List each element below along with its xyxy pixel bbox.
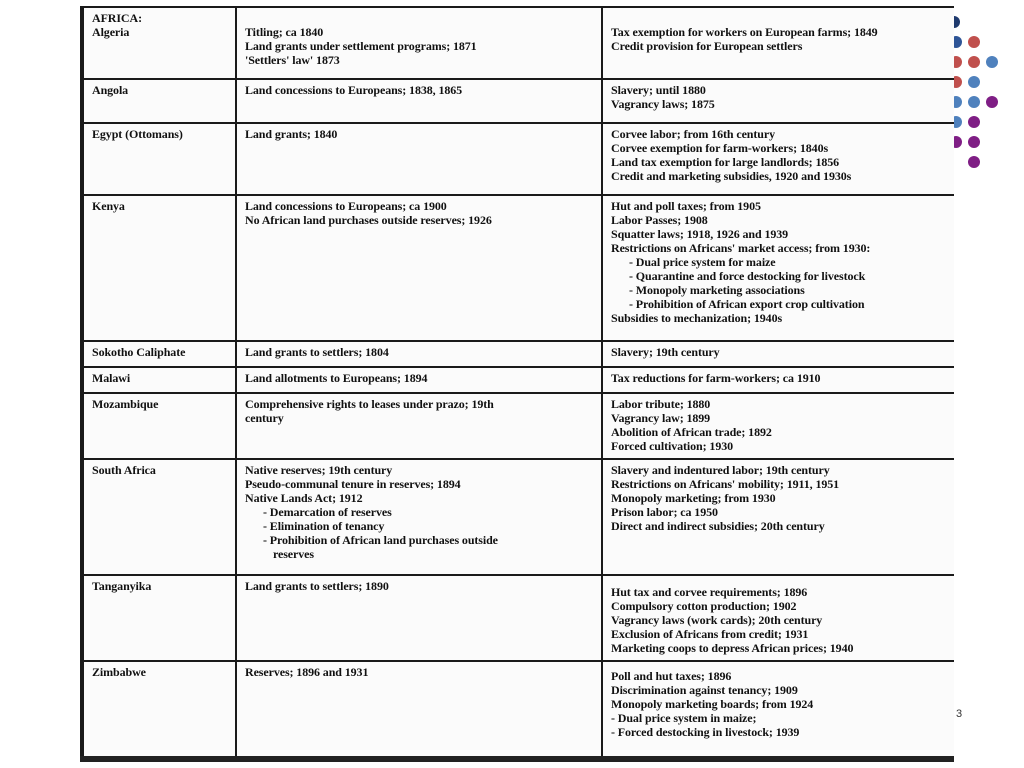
other-policy-cell	[602, 575, 954, 661]
other-policy-line: Direct and indirect subsidies; 20th century	[611, 519, 825, 533]
country-cell	[81, 575, 236, 661]
other-policy-line: Poll and hut taxes; 1896	[611, 669, 732, 683]
table-row	[81, 341, 954, 367]
country-name: Tanganyika	[92, 579, 152, 593]
land-policy-line: century	[245, 411, 284, 425]
country-name: Malawi	[92, 371, 131, 385]
land-policy-subline: - Elimination of tenancy	[263, 519, 385, 533]
dot-purple	[968, 156, 980, 168]
scanned-policy-table-image	[80, 6, 954, 762]
dot-red	[968, 56, 980, 68]
other-policy-line: - Forced destocking in livestock; 1939	[611, 725, 800, 739]
land-policy-line: Land grants; 1840	[245, 127, 338, 141]
land-policy-cell	[236, 341, 602, 367]
land-policy-cell	[236, 393, 602, 459]
other-policy-line: Land tax exemption for large landlords; 1856	[611, 155, 840, 169]
other-policy-line: Vagrancy laws; 1875	[611, 97, 715, 111]
table-row	[81, 195, 954, 341]
land-policy-cell	[236, 7, 602, 79]
page-number: 3	[956, 708, 963, 720]
land-policy-cell	[236, 79, 602, 123]
other-policy-cell	[602, 123, 954, 195]
land-policy-line: Reserves; 1896 and 1931	[245, 665, 369, 679]
land-policy-cell	[236, 661, 602, 761]
other-policy-cell	[602, 661, 954, 761]
country-cell	[81, 123, 236, 195]
other-policy-line: Abolition of African trade; 1892	[611, 425, 772, 439]
other-policy-cell	[602, 367, 954, 393]
dot-purple	[968, 136, 980, 148]
country-cell	[81, 393, 236, 459]
country-name: Zimbabwe	[92, 665, 146, 679]
other-policy-subline: - Dual price system for maize	[629, 255, 776, 269]
land-policy-cell	[236, 123, 602, 195]
land-policy-line: Native reserves; 19th century	[245, 463, 393, 477]
other-policy-line: Prison labor; ca 1950	[611, 505, 718, 519]
other-policy-line: Monopoly marketing boards; from 1924	[611, 697, 814, 711]
dot-blue	[968, 76, 980, 88]
land-policy-line: Native Lands Act; 1912	[245, 491, 363, 505]
other-policy-line: Slavery; until 1880	[611, 83, 706, 97]
table-row	[81, 393, 954, 459]
other-policy-line: Labor Passes; 1908	[611, 213, 708, 227]
country-name: South Africa	[92, 463, 156, 477]
land-policy-line: Land allotments to Europeans; 1894	[245, 371, 428, 385]
other-policy-line: Hut and poll taxes; from 1905	[611, 199, 761, 213]
other-policy-subline: - Monopoly marketing associations	[629, 283, 805, 297]
other-policy-cell	[602, 459, 954, 575]
other-policy-line: Monopoly marketing; from 1930	[611, 491, 776, 505]
table-body	[81, 7, 954, 761]
policy-table	[80, 6, 954, 762]
dot-blue	[986, 56, 998, 68]
other-policy-line: Exclusion of Africans from credit; 1931	[611, 627, 809, 641]
other-policy-line: Corvee labor; from 16th century	[611, 127, 775, 141]
other-policy-line: Discrimination against tenancy; 1909	[611, 683, 798, 697]
land-policy-line: 'Settlers' law' 1873	[245, 53, 340, 67]
land-policy-subline: reserves	[273, 547, 314, 561]
other-policy-line: Restrictions on Africans' mobility; 1911, 1951	[611, 477, 840, 491]
other-policy-line: Forced cultivation; 1930	[611, 439, 734, 453]
other-policy-cell	[602, 79, 954, 123]
table-row	[81, 661, 954, 761]
table-row	[81, 7, 954, 79]
dot-blue	[968, 96, 980, 108]
other-policy-cell	[602, 195, 954, 341]
land-policy-line: Pseudo-communal tenure in reserves; 1894	[245, 477, 461, 491]
land-policy-cell	[236, 459, 602, 575]
other-policy-line: Credit and marketing subsidies, 1920 and 1930s	[611, 169, 852, 183]
table-row	[81, 459, 954, 575]
other-policy-cell	[602, 341, 954, 367]
country-name: Kenya	[92, 199, 125, 213]
country-name: Angola	[92, 83, 129, 97]
country-name: Algeria	[92, 25, 130, 39]
country-name: Mozambique	[92, 397, 159, 411]
other-policy-line: Tax exemption for workers on European farms; 1849	[611, 25, 878, 39]
country-name: Sokotho Caliphate	[92, 345, 186, 359]
country-cell	[81, 79, 236, 123]
table-row	[81, 575, 954, 661]
land-policy-subline: - Demarcation of reserves	[263, 505, 392, 519]
land-policy-line: Land grants to settlers; 1804	[245, 345, 389, 359]
table-row	[81, 79, 954, 123]
land-policy-line: Land grants under settlement programs; 1871	[245, 39, 477, 53]
land-policy-cell	[236, 575, 602, 661]
decorative-dot-pattern	[948, 10, 1008, 170]
other-policy-subline: - Quarantine and force destocking for livestock	[629, 269, 866, 283]
land-policy-line: Comprehensive rights to leases under prazo; 19th	[245, 397, 494, 411]
other-policy-line: - Dual price system in maize;	[611, 711, 757, 725]
land-policy-cell	[236, 367, 602, 393]
country-cell	[81, 459, 236, 575]
land-policy-cell	[236, 195, 602, 341]
other-policy-line: Vagrancy law; 1899	[611, 411, 711, 425]
land-policy-line: Land concessions to Europeans; ca 1900	[245, 199, 447, 213]
land-policy-subline: - Prohibition of African land purchases outside	[263, 533, 498, 547]
land-policy-line: Titling; ca 1840	[245, 25, 324, 39]
country-cell	[81, 661, 236, 761]
other-policy-line: Slavery and indentured labor; 19th century	[611, 463, 830, 477]
dot-purple	[986, 96, 998, 108]
other-policy-line: Hut tax and corvee requirements; 1896	[611, 585, 808, 599]
dot-red	[968, 36, 980, 48]
other-policy-line: Corvee exemption for farm-workers; 1840s	[611, 141, 829, 155]
dot-purple	[968, 116, 980, 128]
land-policy-line: Land concessions to Europeans; 1838, 1865	[245, 83, 463, 97]
table-row	[81, 123, 954, 195]
other-policy-line: Marketing coops to depress African prices; 1940	[611, 641, 854, 655]
country-cell	[81, 7, 236, 79]
country-cell	[81, 341, 236, 367]
other-policy-cell	[602, 393, 954, 459]
other-policy-line: Credit provision for European settlers	[611, 39, 803, 53]
other-policy-line: Subsidies to mechanization; 1940s	[611, 311, 783, 325]
other-policy-line: Tax reductions for farm-workers; ca 1910	[611, 371, 821, 385]
table-row	[81, 367, 954, 393]
other-policy-line: Slavery; 19th century	[611, 345, 720, 359]
other-policy-cell	[602, 7, 954, 79]
land-policy-line: Land grants to settlers; 1890	[245, 579, 389, 593]
other-policy-line: Vagrancy laws (work cards); 20th century	[611, 613, 823, 627]
other-policy-line: Restrictions on Africans' market access; from 1930:	[611, 241, 871, 255]
country-cell	[81, 367, 236, 393]
other-policy-line: Compulsory cotton production; 1902	[611, 599, 797, 613]
land-policy-line: No African land purchases outside reserves; 1926	[245, 213, 492, 227]
other-policy-line: Squatter laws; 1918, 1926 and 1939	[611, 227, 789, 241]
country-cell	[81, 195, 236, 341]
country-name: Egypt (Ottomans)	[92, 127, 183, 141]
other-policy-line: Labor tribute; 1880	[611, 397, 711, 411]
other-policy-subline: - Prohibition of African export crop cultivation	[629, 297, 865, 311]
region-heading: AFRICA:	[92, 11, 142, 25]
